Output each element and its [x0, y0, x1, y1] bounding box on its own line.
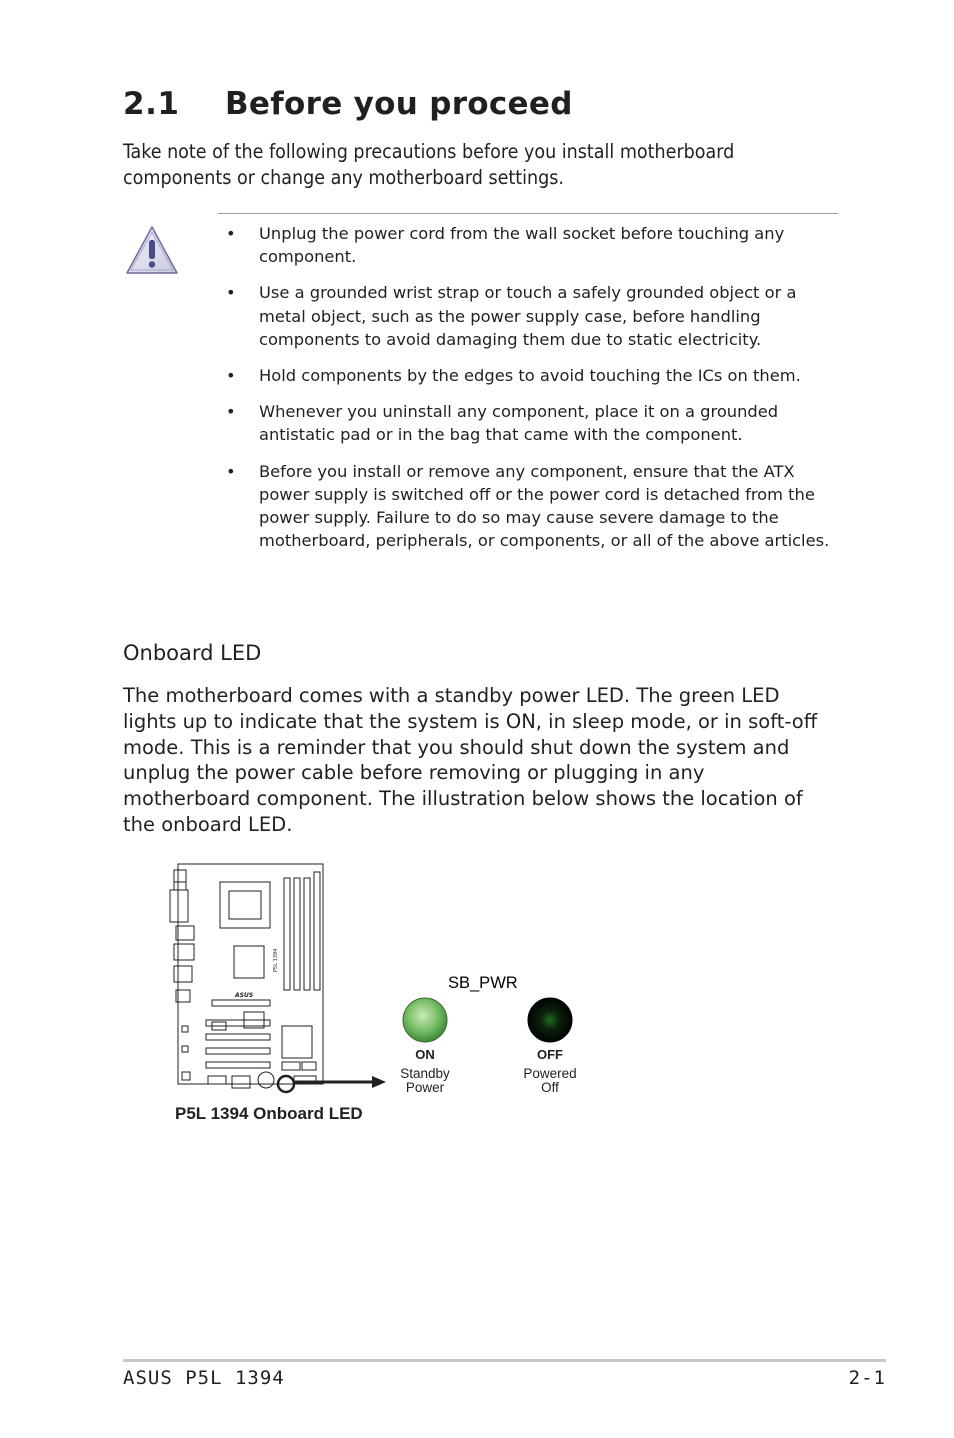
- led-on-icon: [403, 998, 447, 1042]
- page-number: 2-1: [848, 1367, 886, 1389]
- note-divider: [218, 213, 838, 214]
- on-desc-line2: Power: [405, 1080, 445, 1095]
- list-item: [222, 281, 832, 351]
- on-desc-line1: Standby: [400, 1066, 450, 1081]
- led-paragraph: The motherboard comes with a standby power LED. The green LED lights up to indicate that the system is ON, in sleep mode, or in soft-off mode. This is a reminder that you should shut down the system and unplug the power cable before removing or plugging in any motherboard component. The illustration below shows the location of the onboard LED.: [123, 684, 818, 836]
- list-item: [222, 222, 832, 268]
- footer-rule: [123, 1359, 886, 1362]
- list-item: [222, 400, 832, 446]
- bullet: •: [226, 283, 236, 303]
- precaution-text: Unplug the power cord from the wall socket before touching any component.: [259, 224, 785, 267]
- precaution-text: Before you install or remove any component, ensure that the ATX power supply is switched off or the power cord is detached from the power supply. Failure to do so may cause severe damage to the motherboard, peripherals, or components, or all of the above articles.: [259, 461, 830, 551]
- led-off-icon: [528, 998, 572, 1042]
- board-label: P5L 1394: [273, 948, 279, 972]
- figure-caption: P5L 1394 Onboard LED: [175, 1104, 363, 1123]
- intro-paragraph: Take note of the following precautions before you install motherboard components or change any motherboard settings.: [123, 140, 735, 189]
- led-name: SB_PWR: [448, 974, 518, 992]
- section-title: Before you proceed: [225, 86, 573, 122]
- list-item: [222, 364, 832, 387]
- off-state-label: OFF: [537, 1047, 563, 1062]
- on-state-label: ON: [415, 1047, 435, 1062]
- bullet: •: [226, 366, 236, 386]
- off-desc-line2: Off: [541, 1080, 559, 1095]
- precautions-list: [222, 222, 832, 565]
- arrow-to-led: [294, 1076, 386, 1088]
- precaution-text: Whenever you uninstall any component, place it on a grounded antistatic pad or in the bag that came with the component.: [259, 402, 779, 445]
- asus-logo: ASUS: [235, 992, 254, 999]
- bullet: •: [226, 461, 236, 481]
- precaution-text: Use a grounded wrist strap or touch a safely grounded object or a metal object, such as the power supply case, before handling components to avoid damaging them due to static electricity.: [259, 283, 797, 349]
- motherboard-diagram: [170, 864, 323, 1092]
- list-item: [222, 460, 832, 553]
- caution-triangle-icon: [124, 224, 180, 276]
- section-number: 2.1: [123, 86, 180, 122]
- subsection-title: Onboard LED: [123, 641, 262, 665]
- off-desc-line1: Powered: [523, 1066, 577, 1081]
- bullet: •: [226, 224, 236, 243]
- bullet: •: [226, 402, 236, 422]
- precaution-text: Hold components by the edges to avoid touching the ICs on them.: [259, 366, 801, 386]
- footer-product: ASUS P5L 1394: [123, 1367, 285, 1389]
- onboard-led-figure: [160, 860, 600, 1130]
